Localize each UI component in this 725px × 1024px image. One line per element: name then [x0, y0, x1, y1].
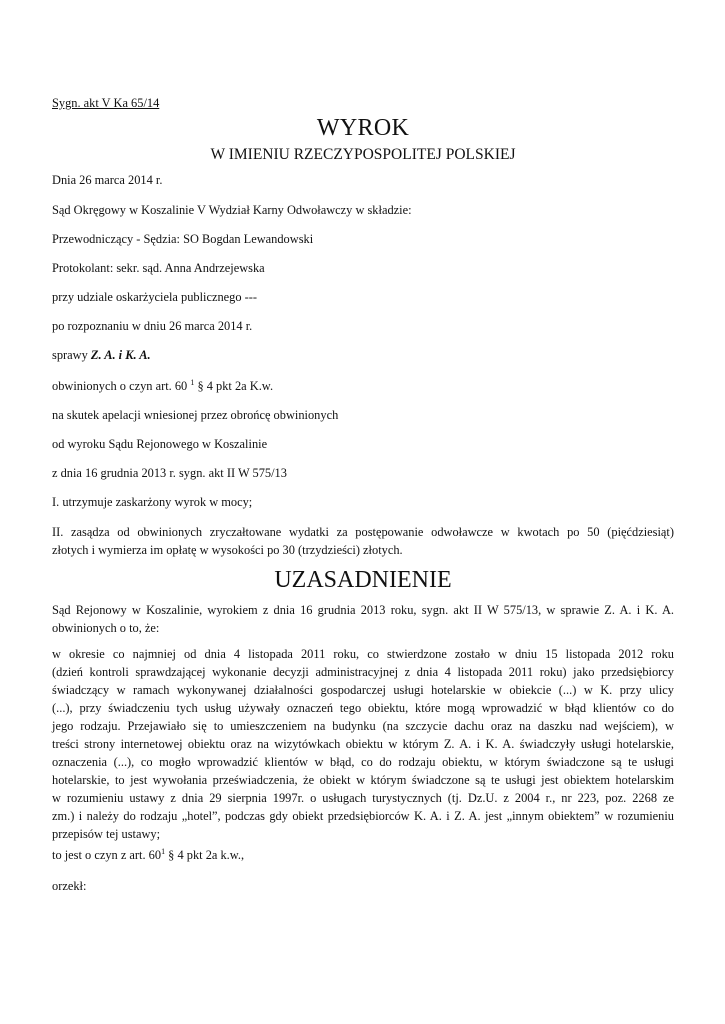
court-line: Sąd Okręgowy w Koszalinie V Wydział Karny Odwoławczy w składzie:: [52, 203, 412, 217]
decided-line: orzekł:: [52, 879, 87, 893]
case-parties: Z. A. i K. A.: [90, 348, 151, 362]
charge-line: [52, 377, 273, 395]
clerk-line: Protokolant: sekr. sąd. Anna Andrzejewska: [52, 261, 265, 275]
offense-line: w okresie co najmniej od dnia 4 listopada 2011 roku, co stwierdzone zostało w dniu 15 listopada 2012 roku: [52, 647, 674, 661]
offense-line: hotelarskie, to jest wywołania przeświadczenia, że obiekt w którym świadczone są te usługi jest obiektem hotelarskim: [52, 773, 674, 787]
ruling-2: [52, 523, 674, 559]
case-reference: Sygn. akt V Ka 65/14: [52, 96, 160, 110]
judgment-date-line: z dnia 16 grudnia 2013 r. sygn. akt II W 575/13: [52, 466, 287, 480]
prosecutor-line: przy udziale oskarżyciela publicznego ---: [52, 290, 258, 304]
ruling-2-line: złotych i wymierza im opłatę w wysokości po 30 (trzydzieści) złotych.: [52, 543, 403, 557]
offense-line: oznaczenia (...), co mogło wprowadzić klientów w błąd, co do rodzaju obiektu, w którym świadczone są te usługi: [52, 755, 674, 769]
justification-intro-line: obwinionych o to, że:: [52, 621, 160, 635]
offense-line: jego rodzaju. Przejawiało się to umieszczeniem na budynku (na szczycie dachu oraz na daszku nad wejściem), w: [52, 719, 674, 733]
offense-line: w rozumieniu ustawy z dnia 29 sierpnia 1997r. o usługach turystycznych (tj. Dz.U. z 2004 r., nr 223, poz. 2268 ze: [52, 791, 674, 805]
offense-line: zm.) i należy do rodzaju „hotel”, podczas gdy obiekt przedsiębiorców K. A. i Z. A. jest „innym obiektem” w rozumieniu: [52, 809, 674, 823]
offense-line: (...), przy świadczeniu tych usług używały oznaczeń tego obiektu, które mogą wprowadzić w błąd klientów co do: [52, 701, 674, 715]
document-title: WYROK: [316, 115, 410, 141]
offense-description: [52, 645, 674, 843]
case-parties-line: [52, 346, 151, 364]
charge-superscript: 1: [190, 378, 195, 387]
offense-line: świadczący w ramach wykonywanej działalności gospodarczej usługi hotelarskie w obiekcie (...) w K. przy ulicy: [52, 683, 674, 697]
chair-line: Przewodniczący - Sędzia: SO Bogdan Lewandowski: [52, 232, 314, 246]
offense-qualification: [52, 846, 244, 864]
charge-prefix: obwinionych o czyn art. 60: [52, 379, 191, 393]
offense-qualification-suffix: § 4 pkt 2a k.w.,: [165, 848, 245, 862]
document-subtitle: W IMIENIU RZECZYPOSPOLITEJ POLSKIEJ: [210, 146, 516, 163]
ruling-1: I. utrzymuje zaskarżony wyrok w mocy;: [52, 495, 253, 509]
offense-qualification-superscript: 1: [161, 847, 166, 856]
from-judgment-line: od wyroku Sądu Rejonowego w Koszalinie: [52, 437, 268, 451]
offense-line: treści strony internetowej obiektu oraz na wizytówkach obiektu w którym Z. A. i K. A. świadczyły usługi hotelarskie,: [52, 737, 674, 751]
case-prefix: sprawy: [52, 348, 91, 362]
justification-heading: UZASADNIENIE: [274, 567, 452, 593]
date-line: Dnia 26 marca 2014 r.: [52, 173, 163, 187]
charge-suffix: § 4 pkt 2a K.w.: [194, 379, 274, 393]
offense-qualification-prefix: to jest o czyn z art. 60: [52, 848, 162, 862]
document-page: [52, 0, 674, 1024]
offense-line: (dzień kontroli sprawdzającej wykonanie decyzji administracyjnej z dnia 4 listopada 2011 roku) jako przedsiębiorcy: [52, 665, 674, 679]
justification-intro: [52, 601, 674, 637]
hearing-line: po rozpoznaniu w dniu 26 marca 2014 r.: [52, 319, 253, 333]
justification-intro-line: Sąd Rejonowy w Koszalinie, wyrokiem z dnia 16 grudnia 2013 roku, sygn. akt II W 575/13, w sprawie Z. A. i K. A.: [52, 603, 674, 617]
offense-line: przepisów tej ustawy;: [52, 827, 161, 841]
ruling-2-line: II. zasądza od obwinionych zryczałtowane wydatki za postępowanie odwoławcze w kwotach po 50 (pięćdziesiąt): [52, 525, 674, 539]
appeal-line: na skutek apelacji wniesionej przez obrońcę obwinionych: [52, 408, 339, 422]
